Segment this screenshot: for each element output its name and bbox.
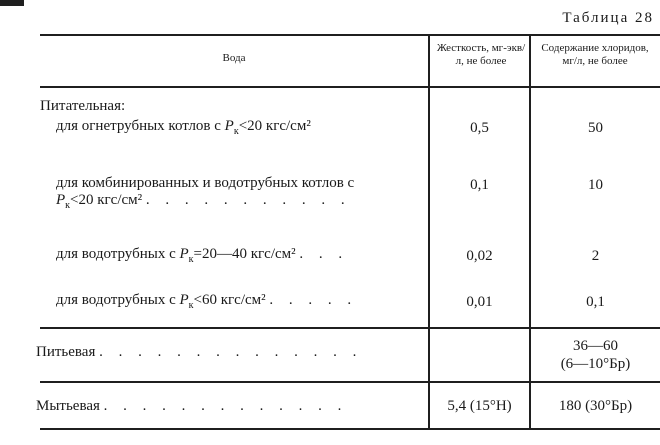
group-label-feed: Питательная: — [40, 98, 126, 114]
row-3-chlorides: 2 — [591, 248, 600, 264]
row-4-hardness: 0,01 — [466, 294, 493, 310]
washing-dots: . . . . . . . . . . . . . — [103, 398, 348, 414]
row-4-dots: . . . . . — [269, 292, 358, 308]
header-chlorides: Содержание хлоридов, мг/л, не более — [541, 42, 649, 67]
corner-mark — [0, 0, 24, 6]
pressure-symbol: P — [224, 118, 234, 134]
washing-hardness: 5,4 (15°Н) — [447, 398, 512, 414]
row-3-pressure: =20—40 кгс/см² — [193, 246, 296, 262]
drinking-chlorides-line1: 36—60 — [573, 338, 618, 354]
header-hardness: Жесткость, мг-экв/л, не более — [436, 42, 526, 67]
pressure-symbol: P — [179, 246, 189, 262]
pressure-subscript: к — [188, 254, 194, 265]
drinking-row-text — [36, 344, 362, 361]
table-title: Таблица 28 — [562, 10, 654, 26]
row-2-text — [56, 192, 351, 211]
row-2-dots: . . . . . . . . . . . — [145, 192, 351, 208]
row-4-label: для водотрубных с — [56, 292, 176, 308]
washing-row-text — [36, 398, 347, 415]
column-divider-1 — [428, 34, 430, 430]
section-rule-2 — [40, 381, 660, 383]
row-1-hardness: 0,5 — [470, 120, 489, 136]
pressure-subscript: к — [233, 126, 239, 137]
row-2-chlorides: 10 — [588, 177, 603, 193]
table-bottom-rule — [40, 428, 660, 430]
header-bottom-rule — [40, 86, 660, 88]
row-4-pressure: <60 кгс/см² — [193, 292, 266, 308]
row-1-chlorides: 50 — [588, 120, 603, 136]
row-3-hardness: 0,02 — [466, 248, 493, 264]
row-4-text — [56, 292, 357, 311]
table-top-rule — [40, 34, 660, 36]
row-2-hardness: 0,1 — [470, 177, 489, 193]
drinking-chlorides-line2: (6—10°Бр) — [560, 356, 631, 372]
row-3-text — [56, 246, 348, 265]
row-3-dots: . . . — [299, 246, 349, 262]
header-water: Вода — [222, 52, 246, 64]
drinking-label: Питьевая — [36, 344, 96, 360]
row-4-chlorides: 0,1 — [586, 294, 605, 310]
section-rule-1 — [40, 327, 660, 329]
pressure-subscript: к — [188, 300, 194, 311]
drinking-dots: . . . . . . . . . . . . . . — [99, 344, 363, 360]
row-1-pressure: <20 кгс/см² — [238, 118, 311, 134]
row-1-label: для огнетрубных котлов с — [56, 118, 221, 134]
row-3-label: для водотрубных с — [56, 246, 176, 262]
row-1-text — [56, 118, 311, 137]
row-2-pressure: <20 кгс/см² — [70, 192, 143, 208]
pressure-symbol: P — [179, 292, 189, 308]
row-2-label: для комбинированных и водотрубных котлов с — [56, 175, 355, 191]
washing-label: Мытьевая — [36, 398, 100, 414]
pressure-subscript: к — [65, 200, 71, 211]
washing-chlorides: 180 (30°Бр) — [558, 398, 633, 414]
pressure-symbol: P — [56, 192, 66, 208]
